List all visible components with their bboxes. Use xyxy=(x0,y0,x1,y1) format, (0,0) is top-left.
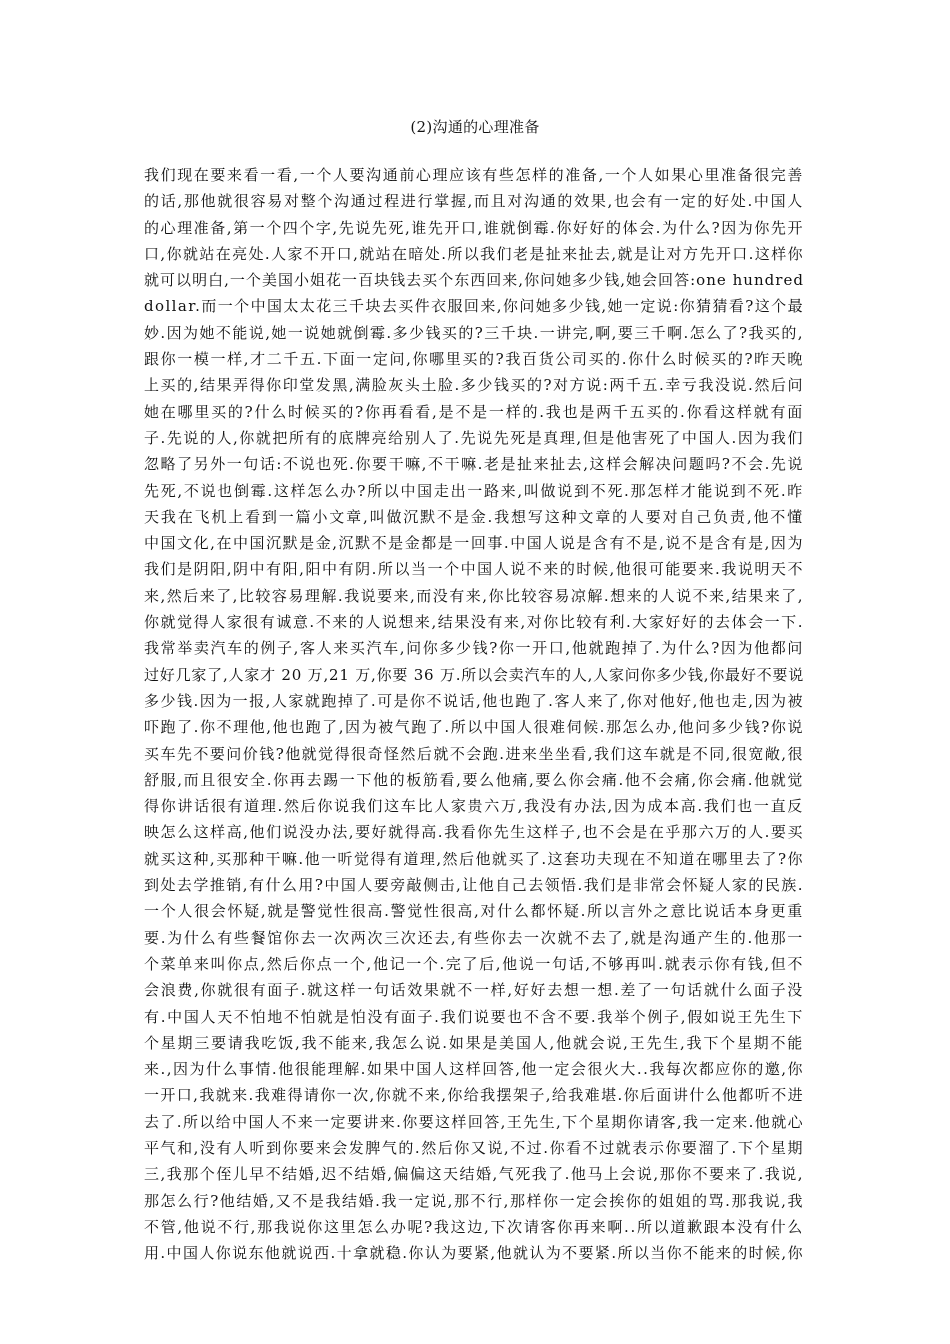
text-line: 中国文化,在中国沉默是金,沉默不是金都是一回事.中国人说是含有不是,说不是含有是,因为 xyxy=(144,534,804,553)
text-line: 来,然后来了,比较容易理解.我说要来,而没有来,你比较容易凉解.想来的人说不来,结果来了, xyxy=(144,586,804,605)
text-line: 那怎么行?他结婚,又不是我结婚.我一定说,那不行,那样你一定会挨你的姐姐的骂.那我说,我 xyxy=(144,1191,804,1210)
section-title: (2)沟通的心理准备 xyxy=(410,118,540,136)
text-line: 你就觉得人家很有诚意.不来的人说想来,结果没有来,对你比较有利.大家好好的去体会一下. xyxy=(144,613,804,632)
text-line: 要.为什么有些餐馆你去一次两次三次还去,有些你去一次就不去了,就是沟通产生的.他那一 xyxy=(144,928,804,947)
text-line: 口,你就站在亮处.人家不开口,就站在暗处.所以我们老是扯来扯去,就是让对方先开口.这样你 xyxy=(144,244,804,263)
text-line: 妙.因为她不能说,她一说她就倒霉.多少钱买的?三千块.一讲完,啊,要三千啊.怎么了?我买的, xyxy=(144,323,804,342)
text-line: 上买的,结果弄得你印堂发黑,满脸灰头土脸.多少钱买的?对方说:两千五.幸亏我没说.然后问 xyxy=(144,376,804,395)
text-line: 先死,不说也倒霉.这样怎么办?所以中国走出一路来,叫做说到不死.那怎样才能说到不死.昨 xyxy=(144,481,804,500)
text-line: 舒服,而且很安全.你再去踢一下他的板筋看,要么他痛,要么你会痛.他不会痛,你会痛.他就觉 xyxy=(144,770,804,789)
text-line: 我们现在要来看一看,一个人要沟通前心理应该有些怎样的准备,一个人如果心里准备很完善 xyxy=(144,166,804,184)
text-line: 就可以明白,一个美国小姐花一百块钱去买个东西回来,你问她多少钱,她会回答:one hundred xyxy=(144,271,804,290)
text-line: 会浪费,你就很有面子.就这样一句话效果就不一样,好好去想一想.差了一句话就什么面子没 xyxy=(144,981,804,1000)
text-line: 平气和,没有人听到你要来会发脾气的.然后你又说,不过.你看不过就表示你要溜了.下个星期 xyxy=(144,1138,804,1157)
text-line: 三,我那个侄儿早不结婚,迟不结婚,偏偏这天结婚,气死我了.他马上会说,那你不要来了.我说, xyxy=(144,1165,804,1184)
text-line: 就买这种,买那种干嘛.他一听觉得有道理,然后他就买了.这套功夫现在不知道在哪里去了?你 xyxy=(144,849,804,868)
text-line: 吓跑了.你不理他,他也跑了,因为被气跑了.所以中国人很难伺候.那怎么办,他问多少钱?你说 xyxy=(144,718,804,737)
text-line: 有.中国人天不怕地不怕就是怕没有面子.我们说要也不含不要.我举个例子,假如说王先生下 xyxy=(144,1007,804,1026)
text-line: 不管,他说不行,那我说你这里怎么办呢?我这边,下次请客你再来啊..所以道歉跟本没有什么 xyxy=(144,1217,804,1236)
text-line: 得你讲话很有道理.然后你说我们这车比人家贵六万,我没有办法,因为成本高.我们也一直反 xyxy=(144,797,804,816)
text-line: 个菜单来叫你点,然后你点一个,他记一个.完了后,他说一句话,不够再叫.就表示你有钱,但不 xyxy=(144,954,804,973)
text-line: 用.中国人你说东他就说西.十拿就稳.你认为要紧,他就认为不要紧.所以当你不能来的时候,你 xyxy=(144,1244,804,1263)
text-line: dollar.而一个中国太太花三千块去买件衣服回来,你问她多少钱,她一定说:你猜猜看?这个最 xyxy=(144,297,804,316)
text-line: 一个人很会怀疑,就是警觉性很高.警觉性很高,对什么都怀疑.所以言外之意比说话本身更重 xyxy=(144,902,804,921)
text-line: 去了.所以给中国人不来一定要讲来.你要这样回答,王先生,下个星期你请客,我一定来.他就心 xyxy=(144,1112,804,1131)
text-line: 的心理准备,第一个四个字,先说先死,谁先开口,谁就倒霉.你好好的体会.为什么?因为你先开 xyxy=(144,218,804,237)
text-line: 过好几家了,人家才 20 万,21 万,你要 36 万.所以会卖汽车的人,人家问你多少钱,你最好不要说 xyxy=(144,665,804,684)
text-line: 买车先不要问价钱?他就觉得很奇怪然后就不会跑.进来坐坐看,我们这车就是不同,很宽敞,很 xyxy=(144,744,804,763)
text-line: 忽略了另外一句话:不说也死.你要干嘛,不干嘛.老是扯来扯去,这样会解决问题吗?不会.先说 xyxy=(144,455,804,474)
text-line: 我常举卖汽车的例子,客人来买汽车,问你多少钱?你一开口,他就跑掉了.为什么?因为他都问 xyxy=(144,639,804,658)
text-line: 的话,那他就很容易对整个沟通过程进行掌握,而且对沟通的效果,也会有一定的好处.中国人 xyxy=(144,192,804,211)
text-line: 跟你一模一样,才二千五.下面一定问,你哪里买的?我百货公司买的.你什么时候买的?昨天晚 xyxy=(144,350,804,369)
text-line: 多少钱.因为一报,人家就跑掉了.可是你不说话,他也跑了.客人来了,你对他好,他也走,因为被 xyxy=(144,691,804,710)
text-line: 来.,因为什么事情.他很能理解.如果中国人这样回答,他一定会很火大..我每次都应你的邀,你 xyxy=(144,1060,804,1079)
text-line: 她在哪里买的?什么时候买的?你再看看,是不是一样的.我也是两千五买的.你看这样就有面 xyxy=(144,402,804,421)
text-line: 映怎么这样高,他们说没办法,要好就得高.我看你先生这样子,也不会是在乎那六万的人.要买 xyxy=(144,823,804,842)
text-line: 到处去学推销,有什么用?中国人要旁敲侧击,让他自己去领悟.我们是非常会怀疑人家的民族. xyxy=(144,876,804,895)
text-line: 子.先说的人,你就把所有的底牌亮给别人了.先说先死是真理,但是他害死了中国人.因为我们 xyxy=(144,428,804,447)
text-line: 个星期三要请我吃饭,我不能来,我怎么说.如果是美国人,他就会说,王先生,我下个星期不能 xyxy=(144,1033,804,1052)
text-line: 天我在飞机上看到一篇小文章,叫做沉默不是金.我想写这种文章的人要对自己负责,他不懂 xyxy=(144,507,804,526)
text-line: 一开口,我就来.我难得请你一次,你就不来,你给我摆架子,给我难堪.你后面讲什么他都听不进 xyxy=(144,1086,804,1105)
text-line: 我们是阴阳,阴中有阳,阳中有阴.所以当一个中国人说不来的时候,他很可能要来.我说明天不 xyxy=(144,560,804,579)
body-paragraph xyxy=(144,162,804,1266)
